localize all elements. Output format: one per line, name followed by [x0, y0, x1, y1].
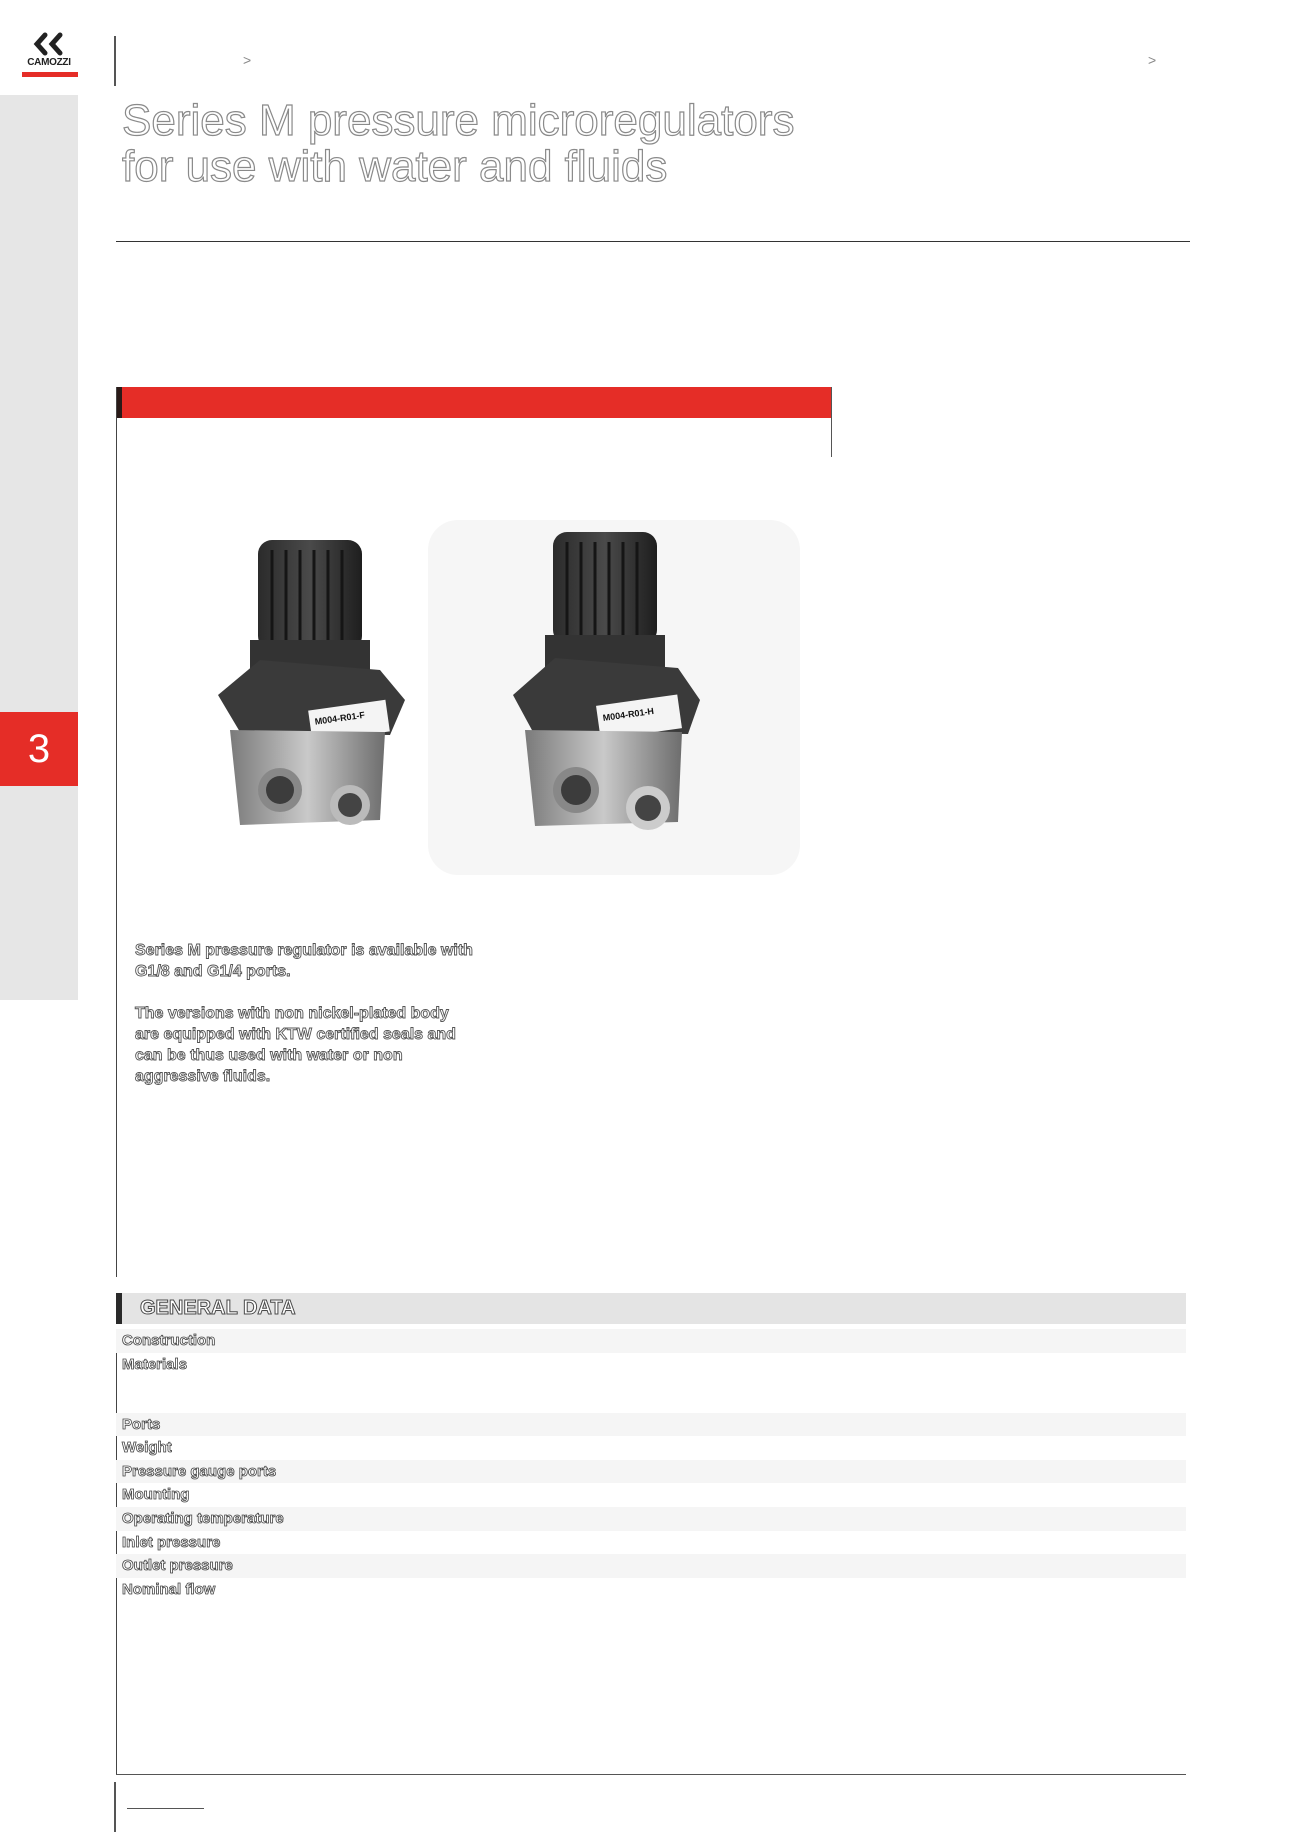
breadcrumb-separator: > [243, 52, 252, 68]
table-row: Operating temperature [116, 1507, 1186, 1531]
table-row: Mounting [122, 1486, 190, 1504]
logo-text: CAMOZZI [27, 57, 71, 68]
footer-divider [114, 1782, 116, 1832]
left-sidebar [0, 95, 78, 1000]
logo-bar [22, 72, 78, 77]
table-row: Materials [122, 1355, 188, 1373]
table-row: Inlet pressure [122, 1533, 221, 1551]
product-panel-header [116, 387, 832, 418]
title-line-1: Series M pressure microregulators [122, 96, 795, 145]
general-data-header [116, 1293, 1186, 1324]
regulator-f [218, 540, 405, 825]
header-divider [114, 36, 116, 86]
table-row: Outlet pressure [116, 1554, 1186, 1578]
chapter-number: 3 [27, 726, 51, 771]
table-row: Ports [116, 1413, 1186, 1437]
camozzi-logo [20, 32, 80, 78]
general-data-title: GENERAL DATA [140, 1297, 296, 1319]
title-line-2: for use with water and fluids [122, 142, 668, 191]
chapter-tab[interactable] [0, 712, 78, 786]
description-paragraph: Series M pressure regulator is available with G1/8 and G1/4 ports. [135, 942, 473, 980]
description-paragraph: The versions with non nickel-plated body are equipped with KTW certified seals and can be thus used with water or non aggressive fluids. [135, 1005, 456, 1085]
panel-divider [831, 387, 832, 457]
product-description [135, 940, 475, 1108]
product-label-h: M004-R01-H [602, 705, 655, 724]
table-row: Pressure gauge ports [116, 1460, 1186, 1484]
product-label-f: M004-R01-F [314, 709, 366, 727]
table-row: Construction [116, 1329, 1186, 1353]
breadcrumb-separator: > [1148, 52, 1157, 68]
table-row: Weight [122, 1439, 172, 1457]
footer-underline [127, 1808, 204, 1809]
table-row: Nominal flow [122, 1580, 216, 1598]
panel-left-border [116, 387, 117, 1277]
camozzi-mark-icon [32, 32, 66, 56]
bottom-rule [116, 1774, 1186, 1775]
page-title [122, 98, 794, 190]
product-photo [200, 520, 800, 875]
header-rule [116, 241, 1190, 242]
general-data-table [116, 1329, 1186, 1601]
